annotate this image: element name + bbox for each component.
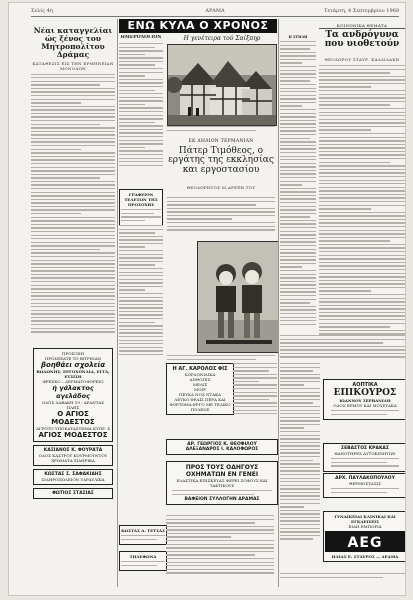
karolos-fis-line7: ΦΟΡΤΩΜΑ-ΕΡΓΟ ΜΕ ΤΕΛΙΚΟ ΠΟΛΕΩΣ bbox=[169, 402, 231, 412]
pavlakopoulou-ad-sub: ΘΕΡΜΟΣΤΑΣΙΣ bbox=[349, 481, 381, 486]
drivers-notice-footer: ΒΑΦΕΙΟΝ ΣΥΛΛΟΓΗΝ ΔΡΑΜΑΣ bbox=[184, 497, 260, 503]
shakespeare-house-photo bbox=[167, 44, 277, 126]
modestos-ad-sub: ΒΩΔΩΝΗΣ, ΕΡΓΟΧΟΝΔΙΑ, ΕΓΓΑ, ΕΤΣΙΣΗ bbox=[36, 368, 110, 379]
aeg-ad-sub: ΕΙΔΗ ΕΜΠΟΡΙΑ bbox=[348, 524, 382, 529]
doctor-box-sub: ΑΛΕΞΑΝΔΡΟΣ Ι. ΚΑΛΟΦΩΡΟΣ bbox=[185, 447, 259, 452]
modestos-ad-name2: ΑΓΙΟΣ ΜΟΔΕΣΤΟΣ bbox=[38, 430, 108, 439]
modestos-ad-address: ΟΔΟΣ ΔΑΒΑΚΗ 19 - ΑΡΑΝΤΑΣ ΠΛΗΣ bbox=[41, 399, 105, 410]
krakas-ad-sub: ΦΑΝΟΤΗΡΕΣ ΑΥΤΟΚΙΝΗΤΩΝ bbox=[334, 451, 396, 456]
left-article-body bbox=[31, 74, 115, 344]
krakas-ad bbox=[323, 443, 406, 472]
paper-name: ΔΡΑΜΑ bbox=[205, 8, 225, 14]
left-subhead: ΚΑΤΑΘΕΣΙΣ ΕΙΣ ΤΗΝ ΕΡΜΗΝΕΙΑΝ ΜΟΝΟΔΩΝ bbox=[32, 60, 114, 71]
fourata-ad-title: ΚΑΣΙΑΝΟΣ Κ. ΦΟΥΡΑΤΑ bbox=[43, 447, 103, 453]
funeral-office-title: ΓΡΑΦΕΙΟΝ ΤΕΛΕΤΩΝ ΤΗΣ ΠΡΟΣΟΧΗΣ bbox=[124, 192, 158, 207]
aeg-logo: AEG bbox=[347, 535, 383, 551]
doctor-box-title: ΔΡ. ΓΕΩΡΓΙΟΣ Κ. ΘΕΟΦΙΛΟΥ bbox=[187, 442, 257, 447]
phones-box bbox=[119, 551, 167, 571]
krakas-ad-title: ΣΕΒΑΣΤΟΣ ΚΡΑΚΑΣ bbox=[341, 446, 389, 451]
column-rule bbox=[278, 19, 279, 587]
banner-title: ΕΝΩ ΚΥΛΑ Ο ΧΡΟΝΟΣ bbox=[119, 19, 277, 33]
right-kicker: ΚΟΙΝΩΝΙΚΑ ΘΕΜΑΤΑ bbox=[319, 23, 405, 29]
karolos-fis-line2: ΑΝΘΟΠΙΣ bbox=[189, 377, 211, 382]
drivers-notice-title: ΠΡΟΣ ΤΟΥΣ ΟΔΗΓΟΥΣ ΟΧΗΜΑΤΩΝ ΕΝ ΓΕΝΕΙ bbox=[185, 464, 259, 478]
pavlakopoulou-ad-title: ΑΡΧ. ΠΑΥΛΑΚΟΠΟΥΛΟΥ bbox=[335, 476, 395, 481]
fourata-ad bbox=[33, 445, 113, 466]
karolos-fis-line3: ΜΕΛΙΣ bbox=[192, 382, 208, 387]
aeg-logo-band bbox=[325, 531, 405, 552]
funeral-office-box bbox=[119, 189, 163, 226]
right-side-kicker: Η ΣΤΗΛΗ bbox=[288, 35, 308, 39]
column-rule bbox=[117, 19, 118, 587]
program-title: ΗΜΕΡΟΛΟΓΙΟΝ bbox=[120, 35, 162, 40]
issue-date: Τετάρτη, 4 Σεπτεμβρίου 1968 bbox=[324, 8, 399, 14]
aeg-ad-pre: ΓΥΝΑΙΚΕΙΑΙ ΚΛΙΝΙΚΑΙ ΚΑΙ ΕΓΚΛΕΙΣΕΙΣ bbox=[334, 514, 396, 524]
stasias-ad-title: ΦΩΤΙΟΣ ΣΤΑΣΙΑΣ bbox=[52, 490, 94, 496]
karolos-fis-title: Η ΑΓ. ΚΑΡΟΛΟΣ ΦΙΣ bbox=[172, 366, 228, 372]
karolos-fis-line1: ΚΟΡΔΟΝΙΔΙΚΑ bbox=[184, 372, 216, 377]
photo-caption: Η γενέτειρα τού Σαίξπηρ bbox=[183, 35, 261, 42]
left-column bbox=[31, 19, 115, 587]
modestos-ad-name-sub: ΑΓΡΟΤΟ ΥΠΟΚΑΤΑΣΤΗΜΑ ΚΥΠΡ. 4 bbox=[36, 425, 110, 431]
safakidis-ad bbox=[33, 469, 113, 485]
aeg-ad-bottom: ΗΛΙΑΣ Ε. ΣΤΑΥΡΟΣ — ΔΡΑΜΑ bbox=[331, 554, 399, 559]
safakidis-ad-title: ΚΩΣΤΑΣ Σ. ΣΑΦΑΚΙΔΗΣ bbox=[44, 471, 102, 477]
story-headline: Πάτερ Τιμόθεος, ο εργάτης της εκκλησίας και εργοστασίου bbox=[168, 146, 274, 175]
karolos-fis-line5: ΠΕΥΚΑ ΝΟΣ ΝΤΑΚΑ bbox=[178, 392, 221, 397]
karolos-fis-line6: ΛΕΥΚΟ ΦΡΑΣΙ ΠΕΡΑ ΚΑΙ bbox=[174, 397, 226, 402]
fourata-ad-line1: ΟΔΟΣ ΚΑΣΤΡΟΥ ΚΟΥΡΜΟΥΝΤΟΥ bbox=[38, 452, 108, 458]
program-column bbox=[119, 35, 163, 185]
pavlakopoulou-ad bbox=[323, 473, 406, 498]
epikouros-ad-title: ΑΟΠΤΙΚΑ bbox=[352, 382, 378, 388]
newspaper-page bbox=[8, 2, 406, 596]
karolos-fis-box bbox=[166, 363, 234, 415]
epikouros-ad bbox=[323, 379, 406, 420]
modestos-ad bbox=[33, 348, 113, 442]
aeg-ad bbox=[323, 511, 406, 562]
page-number: Σελίς 4η bbox=[31, 8, 53, 14]
modestos-ad-sub2: ΦΡΕΣΚΟ – ΔΕΡΜΑΤΟΦΟΡΕΙΟ bbox=[42, 378, 104, 384]
story-byline: ΘΕΟΔΩΡΗΤΟΣ Μ.ΑΡΕΞΗ ΤΟΥ bbox=[186, 185, 256, 190]
fourata-ad-line2: ΧΡΩΜΑΤΑ ΣΙΔΗΡΙΚΑ bbox=[51, 457, 95, 463]
epikouros-ad-line: ΟΔΟΣ ΕΡΜΟΥ ΚΑΙ ΜΟΥΣΤΑΚΑ bbox=[333, 403, 397, 408]
drivers-notice-sub: ΕΛΑΣΤΙΚΑ ΕΠΙΣΚΕΥΑΣ ΦΕΡΕΙ ΣΟΦΟΥΣ ΚΑΙ ΤΑΚΤΙΚΟΥΣ bbox=[176, 478, 268, 488]
karolos-fis-line4: ΜΟΙΡ bbox=[194, 387, 206, 392]
right-narrow-column bbox=[280, 35, 316, 327]
children-photo bbox=[197, 241, 279, 353]
section-kicker: ΕΚ ΔΗΛΙΟΝ ΤΕΡΜΑΝΙΑΝ bbox=[188, 139, 254, 144]
left-headline: Νέαι καταγγελίαι ώς ξένος του Μητροπολίτου Δράμας bbox=[33, 26, 113, 59]
tetsas-box bbox=[119, 525, 167, 545]
epikouros-ad-sub: ΙΩΑΝΝΟΥ ΣΕΡΒΑΝΙΔΗ bbox=[339, 398, 391, 403]
phones-box-title: ΤΗΛΕΦΩΝΑ bbox=[129, 554, 157, 559]
tetsas-box-title: ΚΩΣΤΑΣ Α. ΤΕΤΣΑΣ bbox=[121, 528, 165, 533]
epikouros-ad-name: ΕΠΙΚΟΥΡΟΣ bbox=[333, 388, 397, 398]
modestos-ad-title2: ή γάλακτος αγελάδος bbox=[52, 383, 94, 400]
middle-left-article bbox=[119, 225, 163, 357]
right-byline: ΘΕΟΔΩΡΟΥ ΣΤΑΥΡ. ΚΑΛΛΙΔΑΚΗ bbox=[324, 57, 400, 62]
safakidis-ad-sub: ΣΙΔΗΡΟΠΩΛΕΙΟΝ ΥΔΡΑΥΛΙΚΑ bbox=[41, 476, 105, 482]
modestos-ad-line1: ΠΡΟΣΟΧΗ bbox=[62, 350, 84, 356]
doctor-box bbox=[166, 439, 278, 455]
stasias-ad bbox=[33, 488, 113, 499]
drivers-notice-box bbox=[166, 461, 278, 505]
right-article-body bbox=[319, 65, 405, 337]
page-header-line bbox=[31, 6, 399, 17]
modestos-ad-title: βοηθάει σχολεία bbox=[40, 360, 106, 369]
modestos-ad-name: Ο ΑΓΙΟΣ ΜΟΔΕΣΤΟΣ bbox=[51, 409, 95, 426]
modestos-ad-line2: ΠΡΟΣΕΞΑΤΕ ΤΟ ΒΙΤΡΙΝΑΝ bbox=[44, 355, 102, 361]
story-body-top bbox=[167, 197, 275, 233]
right-headline: Τα ανδρόγυνα που υιοθετούν bbox=[324, 30, 400, 50]
